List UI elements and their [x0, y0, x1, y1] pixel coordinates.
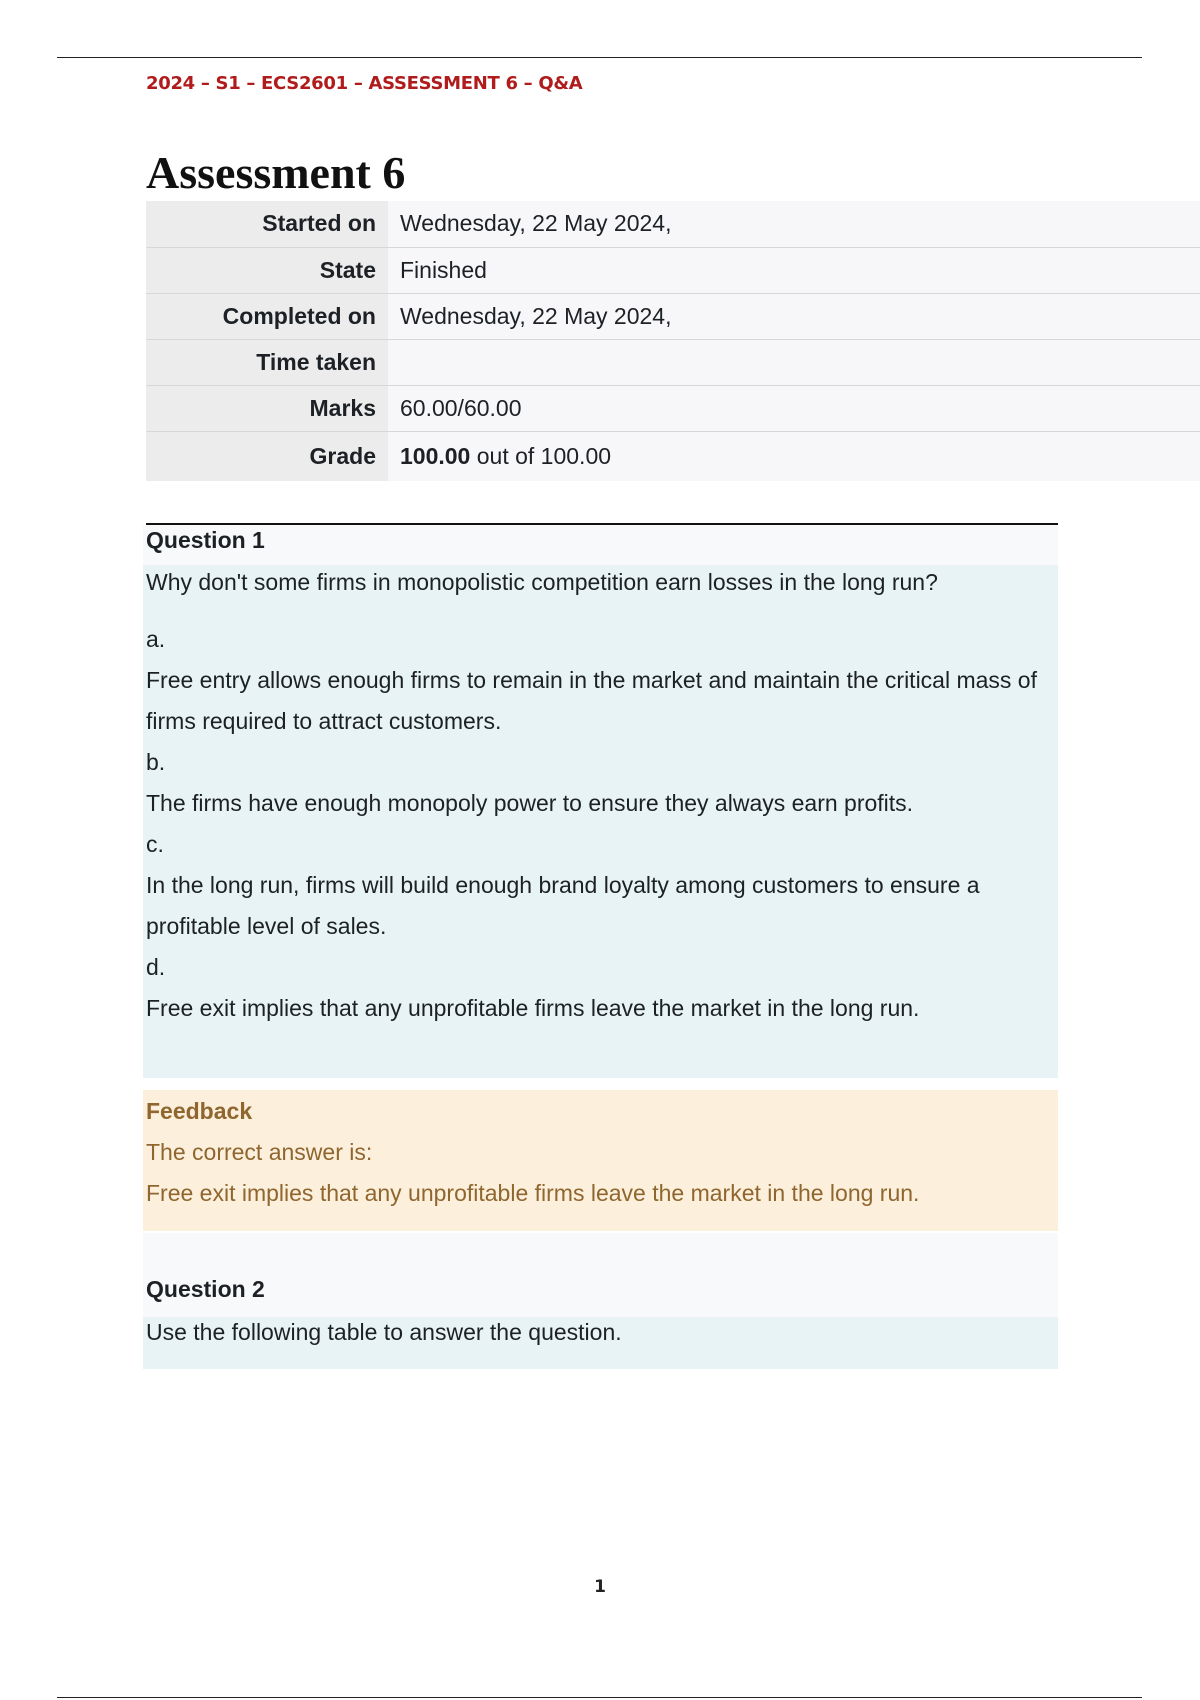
question-2-heading: Question 2 — [143, 1233, 1058, 1317]
summary-row-started-on — [146, 201, 1200, 247]
grade-score: 100.00 — [400, 442, 471, 469]
bottom-rule — [57, 1697, 1142, 1698]
summary-label: Time taken — [146, 339, 388, 385]
option-c-text: In the long run, firms will build enough brand loyalty among customers to ensure a profitable level of sales. — [146, 872, 980, 939]
option-letter: b. — [146, 749, 166, 775]
option-letter: c. — [146, 831, 164, 857]
option-d-text: Free exit implies that any unprofitable firms leave the market in the long run. — [146, 995, 920, 1021]
question-1-body — [143, 565, 1058, 1078]
grade-out-of: out of 100.00 — [470, 442, 612, 469]
summary-row-state — [146, 247, 1200, 293]
feedback-answer: Free exit implies that any unprofitable firms leave the market in the long run. — [146, 1180, 920, 1206]
option-letter: a. — [146, 626, 166, 652]
summary-row-completed-on — [146, 293, 1200, 339]
summary-label: State — [146, 247, 388, 293]
summary-value: Wednesday, 22 May 2024, — [388, 201, 1200, 247]
summary-value: Wednesday, 22 May 2024, — [388, 293, 1200, 339]
page-number: 1 — [594, 1577, 606, 1597]
summary-value — [388, 431, 1200, 481]
feedback-title: Feedback — [146, 1098, 253, 1124]
option-letter: d. — [146, 954, 166, 980]
summary-row-time-taken — [146, 339, 1200, 385]
question-1-text: Why don't some firms in monopolistic competition earn losses in the long run? — [146, 569, 938, 595]
document-header: 2024 – S1 – ECS2601 – ASSESSMENT 6 – Q&A — [146, 73, 583, 94]
question-2-text: Use the following table to answer the question. — [143, 1317, 1058, 1369]
summary-row-marks — [146, 385, 1200, 431]
summary-label: Marks — [146, 385, 388, 431]
summary-row-grade — [146, 431, 1200, 481]
summary-value: 60.00/60.00 — [388, 385, 1200, 431]
page-title: Assessment 6 — [146, 147, 406, 198]
top-rule — [57, 57, 1142, 58]
attempt-summary-table — [146, 201, 1200, 481]
feedback-intro: The correct answer is: — [146, 1139, 373, 1165]
question-1-heading: Question 1 — [143, 525, 1058, 565]
summary-label: Started on — [146, 201, 388, 247]
question-2 — [143, 1233, 1058, 1369]
summary-value — [388, 339, 1200, 385]
option-b-text: The firms have enough monopoly power to ensure they always earn profits. — [146, 790, 914, 816]
summary-label: Completed on — [146, 293, 388, 339]
option-a-text: Free entry allows enough firms to remain in the market and maintain the critical mass of firms required to attract customers. — [146, 667, 1037, 734]
summary-value: Finished — [388, 247, 1200, 293]
question-1 — [143, 525, 1058, 1078]
summary-label: Grade — [146, 431, 388, 481]
question-1-feedback — [143, 1090, 1058, 1231]
